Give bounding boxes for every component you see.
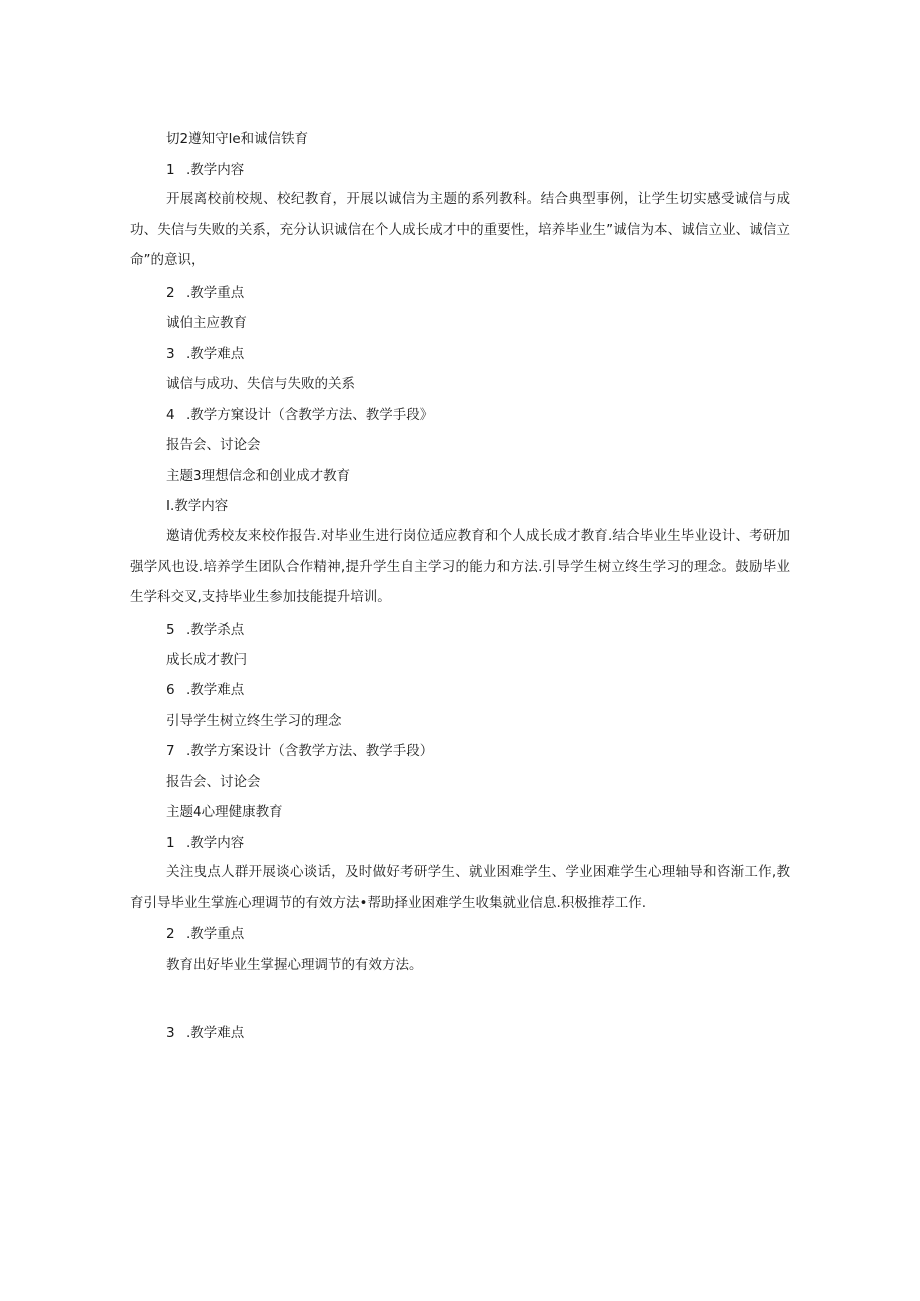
heading-label: .教学内容 [186, 835, 245, 851]
s2-heading-content [166, 161, 244, 179]
section-2-title: 切2遵知守le和诚信铁育 [166, 131, 309, 147]
heading-label: .教学难点 [186, 682, 245, 698]
s3-heading-focus [166, 621, 244, 639]
s2-difficulty-text: 诚信与成功、失信与失败的关系 [166, 376, 355, 392]
heading-number: 7 [166, 743, 175, 759]
s2-heading-focus [166, 284, 244, 302]
s4-content-paragraph: 关注曳点人群开展谈心谈话，及时做好考研学生、就业困难学生、学业困难学生心理轴导和咨渐工作,教育引导毕业生掌旌心理调节的有效方法•帮助择业困难学生收集就业信息.积极推荐工作. [130, 864, 790, 911]
s4-focus-text: 教育出好毕业生掌握心理调节的有效方法。 [166, 957, 423, 973]
s2-heading-difficulty [166, 345, 244, 363]
heading-label: .教学难点 [186, 346, 245, 362]
s4-heading-difficulty [166, 1024, 244, 1042]
heading-number: 4 [166, 407, 175, 423]
heading-number: 3 [166, 346, 175, 362]
heading-label: .教学内容 [186, 162, 245, 178]
section-3-title: 主题3理想信念和创业成才教育 [166, 468, 351, 484]
s3-heading-content: I.教学内容 [166, 498, 229, 514]
s3-difficulty-text: 引导学生树立终生学习的理念 [166, 713, 342, 729]
s4-heading-focus [166, 925, 244, 943]
s3-heading-design [166, 742, 433, 760]
s3-content-paragraph: 邀请优秀校友来校作报告.对毕业生进行岗位适应教育和个人成长成才教育.结合毕业生毕业设计、考研加强学风也设.培养学生团队合作精神,提升学生自主学习的能力和方法.引导学生树立终生学习的理念。鼓励毕业生学科交叉,支持毕业生参加技能提升培训。 [130, 528, 790, 606]
s4-heading-content [166, 834, 244, 852]
heading-label: .教学方案设计（含教学方法、教学手段） [186, 743, 434, 759]
s3-design-text: 报告会、讨论会 [166, 774, 261, 790]
heading-number: 5 [166, 622, 175, 638]
s2-content-paragraph: 开展离校前校规、校纪教育，开展以诚信为主题的系列教科。结合典型事例，让学生切实感受诚信与成功、失信与失败的关系，充分认识诚信在个人成长成才中的重要性，培养毕业生”诚信为本、诚信立业、诚信立命”的意识， [130, 191, 790, 269]
heading-label: .教学难点 [186, 1025, 245, 1041]
heading-label: .教学杀点 [186, 622, 245, 638]
s2-design-text: 报告会、讨论会 [166, 437, 261, 453]
s3-heading-difficulty [166, 681, 244, 699]
heading-number: 2 [166, 285, 175, 301]
heading-number: 1 [166, 162, 175, 178]
heading-label: .教学重点 [186, 926, 245, 942]
heading-label: .教学重点 [186, 285, 245, 301]
s2-heading-design [166, 406, 433, 424]
s2-focus-text: 诚伯主应教育 [166, 315, 247, 331]
heading-label: .教学方窠设计（含教学方法、教学手段》 [186, 407, 434, 423]
heading-number: 1 [166, 835, 175, 851]
heading-number: 2 [166, 926, 175, 942]
heading-number: 3 [166, 1025, 175, 1041]
s3-focus-text: 成长成才教闩 [166, 652, 247, 668]
section-4-title: 主题4心理健康教育 [166, 804, 283, 820]
heading-number: 6 [166, 682, 175, 698]
